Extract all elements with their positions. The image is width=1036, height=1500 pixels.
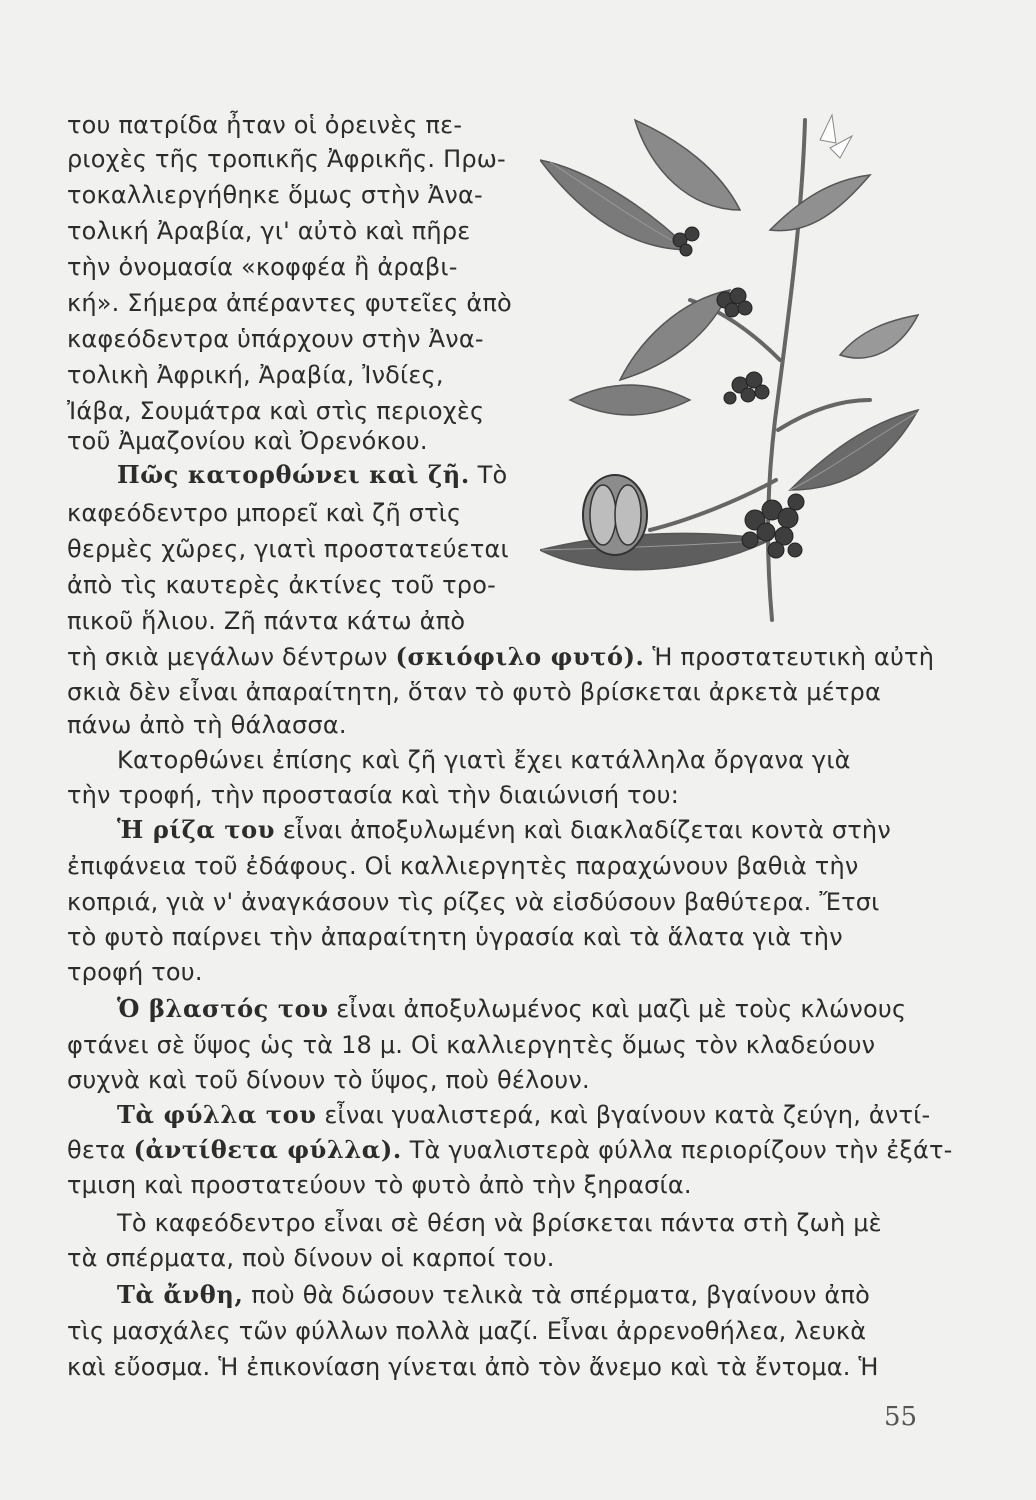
term-bold: Ἡ ρίζα του (117, 815, 276, 844)
section-heading: Πῶς κατορθώνει καὶ ζῆ. (117, 460, 470, 489)
text-line: πικοῦ ἥλιου. Ζῆ πάντα κάτω ἀπὸ (67, 607, 466, 635)
text-line: Τὰ ἄνθη, ποὺ θὰ δώσουν τελικὰ τὰ σπέρματα, βγαίνουν ἀπὸ (117, 1280, 870, 1309)
coffee-plant-illustration (540, 100, 920, 660)
text-line: Τὰ φύλλα του εἶναι γυαλιστερά, καὶ βγαίνουν κατὰ ζεύγη, ἀντί- (117, 1100, 931, 1129)
text-line: καὶ εὔοσμα. Ἡ ἐπικονίαση γίνεται ἀπὸ τὸν ἄνεμο καὶ τὰ ἔντομα. Ἡ (67, 1353, 879, 1381)
text-line: συχνὰ καὶ τοῦ δίνουν τὸ ὕψος, ποὺ θέλουν. (67, 1066, 590, 1094)
text-line: φτάνει σὲ ὕψος ὡς τὰ 18 μ. Οἱ καλλιεργητὲς ὅμως τὸν κλαδεύουν (67, 1031, 876, 1059)
text-line: ριοχὲς τῆς τροπικῆς Ἀφρικῆς. Πρω- (67, 145, 506, 173)
text-line: πάνω ἀπὸ τὴ θάλασσα. (67, 711, 347, 739)
text-line: τροφή του. (67, 958, 203, 986)
text-line: Ἡ ρίζα του εἶναι ἀποξυλωμένη καὶ διακλαδίζεται κοντὰ στὴν (117, 815, 891, 844)
term-bold: Ὁ βλαστός του (117, 994, 329, 1023)
text-line: τὴν ὀνομασία «κοφφέα ἢ ἀραβι- (67, 253, 458, 281)
text-line: τολικὴ Ἀφρική, Ἀραβία, Ἰνδίες, (67, 361, 444, 389)
text-line: κοπριά, γιὰ ν' ἀναγκάσουν τὶς ρίζες νὰ εἰσδύσουν βαθύτερα. Ἔτσι (67, 888, 880, 916)
text-line: κή». Σήμερα ἀπέραντες φυτεῖες ἀπὸ (67, 289, 512, 317)
text-line: τὴ σκιὰ μεγάλων δέντρων (σκιόφιλο φυτό). Ἡ προστατευτικὴ αὐτὴ (67, 642, 935, 671)
text-line: τολική Ἀραβία, γι' αὐτὸ καὶ πῆρε (67, 217, 471, 245)
text-line: καφεόδεντρα ὑπάρχουν στὴν Ἀνα- (67, 325, 484, 353)
text-line: καφεόδεντρο μπορεῖ καὶ ζῆ στὶς (67, 499, 462, 527)
term-bold: (ἀντίθετα φύλλα). (133, 1135, 402, 1164)
text-line: τὰ σπέρματα, ποὺ δίνουν οἱ καρποί του. (67, 1244, 555, 1272)
text-line: ἀπὸ τὶς καυτερὲς ἀκτίνες τοῦ τρο- (67, 571, 496, 599)
page-number: 55 (884, 1402, 918, 1432)
text-line: του πατρίδα ἦταν οἱ ὀρεινὲς πε- (67, 111, 463, 139)
text-line: Τὸ καφεόδεντρο εἶναι σὲ θέση νὰ βρίσκεται πάντα στὴ ζωὴ μὲ (117, 1209, 882, 1237)
term-bold: (σκιόφιλο φυτό). (395, 642, 645, 671)
text-line: Ὁ βλαστός του εἶναι ἀποξυλωμένος καὶ μαζὶ μὲ τοὺς κλώνους (117, 994, 907, 1023)
text-line: τοκαλλιεργήθηκε ὅμως στὴν Ἀνα- (67, 181, 483, 209)
text-line: Ἰάβα, Σουμάτρα καὶ στὶς περιοχὲς (67, 397, 485, 425)
text-line: σκιὰ δὲν εἶναι ἀπαραίτητη, ὅταν τὸ φυτὸ βρίσκεται ἀρκετὰ μέτρα (67, 678, 881, 706)
text-line: τοῦ Ἀμαζονίου καὶ Ὀρενόκου. (67, 427, 428, 455)
text-line: θερμὲς χῶρες, γιατὶ προστατεύεται (67, 535, 509, 563)
term-bold: Τὰ φύλλα του (117, 1100, 317, 1129)
text-line: τμιση καὶ προστατεύουν τὸ φυτὸ ἀπὸ τὴν ξηρασία. (67, 1171, 692, 1199)
text-line: ἐπιφάνεια τοῦ ἐδάφους. Οἱ καλλιεργητὲς παραχώνουν βαθιὰ τὴν (67, 852, 859, 880)
term-bold: Τὰ ἄνθη, (117, 1280, 244, 1309)
text-line: Κατορθώνει ἐπίσης καὶ ζῆ γιατὶ ἔχει κατάλληλα ὄργανα γιὰ (117, 746, 851, 774)
text-line: τὶς μασχάλες τῶν φύλλων πολλὰ μαζί. Εἶναι ἀρρενοθήλεα, λευκὰ (67, 1317, 867, 1345)
section-heading-line: Πῶς κατορθώνει καὶ ζῆ. Τὸ (117, 460, 508, 489)
text-line: τὸ φυτὸ παίρνει τὴν ἀπαραίτητη ὑγρασία καὶ τὰ ἅλατα γιὰ τὴν (67, 923, 843, 951)
text-line: τὴν τροφή, τὴν προστασία καὶ τὴν διαιώνισή του: (67, 781, 680, 809)
text-line: θετα (ἀντίθετα φύλλα). Τὰ γυαλιστερὰ φύλλα περιορίζουν τὴν ἐξάτ- (67, 1135, 953, 1164)
coffee-bean-section (583, 475, 647, 555)
